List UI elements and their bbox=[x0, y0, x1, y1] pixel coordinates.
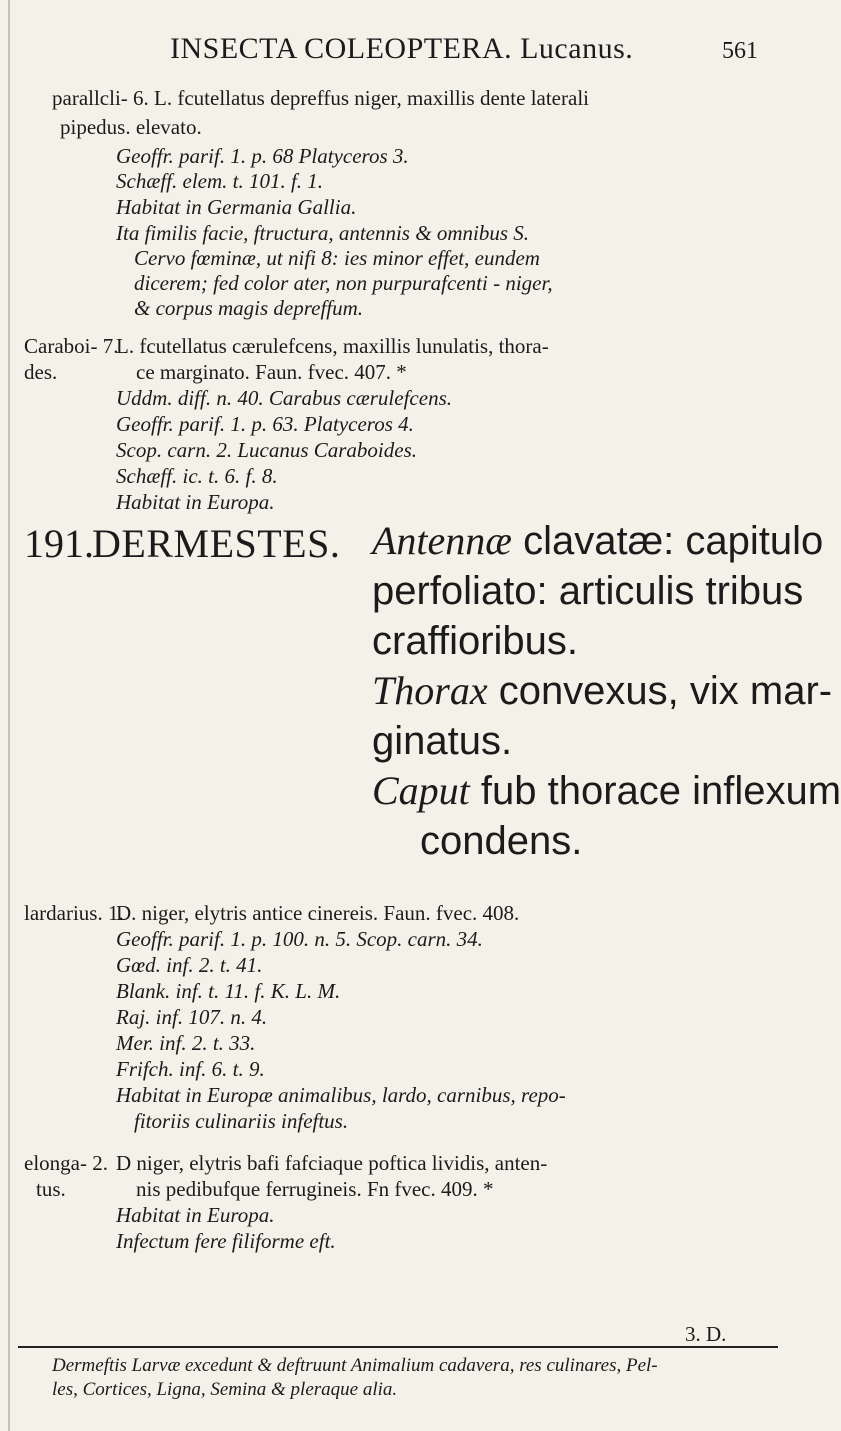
note-line: dicerem; fed color ater, non purpurafcenti - niger, bbox=[134, 271, 553, 295]
species-side-label: elonga- 2. bbox=[24, 1151, 108, 1175]
reference-line: Scop. carn. 2. Lucanus Caraboides. bbox=[116, 438, 417, 462]
footnote-line: les, Cortices, Ligna, Semina & pleraque alia. bbox=[52, 1379, 398, 1400]
reference-line: Schæff. elem. t. 101. f. 1. bbox=[116, 169, 324, 193]
reference-line: Mer. inf. 2. t. 33. bbox=[116, 1031, 256, 1055]
reference-line: Geoffr. parif. 1. p. 100. n. 5. Scop. carn. 34. bbox=[116, 927, 483, 951]
reference-line: Uddm. diff. n. 40. Carabus cærulefcens. bbox=[116, 386, 452, 410]
diagnosis-line: D niger, elytris bafi fafciaque poftica lividis, anten- bbox=[116, 1151, 548, 1175]
note-line: Infectum fere filiforme eft. bbox=[116, 1229, 336, 1253]
diagnosis-line: D. niger, elytris antice cinereis. Faun. fvec. 408. bbox=[116, 901, 520, 925]
habitat-line: Habitat in Europæ animalibus, lardo, carnibus, repo- bbox=[116, 1083, 566, 1107]
footnote-rule bbox=[18, 1346, 778, 1348]
page-number: 561 bbox=[722, 38, 758, 64]
diagnosis-line: nis pedibufque ferrugineis. Fn fvec. 409. * bbox=[136, 1177, 494, 1201]
entry-line: L. fcutellatus cærulefcens, maxillis lunulatis, thora- bbox=[116, 334, 549, 358]
genus-description-line: craffioribus. bbox=[372, 619, 579, 663]
reference-line: Geoffr. parif. 1. p. 68 Platyceros 3. bbox=[116, 144, 409, 168]
species-side-label: lardarius. 1. bbox=[24, 901, 124, 925]
entry-line: parallcli- 6. L. fcutellatus depreffus niger, maxillis dente laterali bbox=[52, 86, 589, 110]
reference-line: Gœd. inf. 2. t. 41. bbox=[116, 953, 263, 977]
reference-line: Blank. inf. t. 11. f. K. L. M. bbox=[116, 979, 341, 1003]
reference-line: Schæff. ic. t. 6. f. 8. bbox=[116, 464, 278, 488]
genus-description-line: Caput fub thorace inflexum bbox=[372, 768, 841, 813]
catchword: 3. D. bbox=[685, 1322, 727, 1346]
habitat-line: Habitat in Germania Gallia. bbox=[116, 195, 357, 219]
entry-line: pipedus. elevato. bbox=[60, 115, 202, 139]
running-header bbox=[170, 32, 770, 72]
genus-description-line: perfoliato: articulis tribus bbox=[372, 569, 804, 613]
genus-description-line: Thorax convexus, vix mar- bbox=[372, 668, 833, 713]
species-side-label: des. bbox=[24, 360, 58, 384]
genus-description-line: ginatus. bbox=[372, 719, 513, 763]
habitat-line: Habitat in Europa. bbox=[116, 1203, 275, 1227]
footnote bbox=[52, 1354, 658, 1402]
note-line: Ita fimilis facie, ftructura, antennis & omnibus S. bbox=[116, 221, 529, 245]
genus-number: 191. bbox=[24, 521, 94, 566]
genus-description-line: Antennæ clavatæ: capitulo bbox=[372, 518, 824, 563]
reference-line: Geoffr. parif. 1. p. 63. Platyceros 4. bbox=[116, 412, 414, 436]
note-line: Cervo fœminæ, ut nifi 8: ies minor effet, eundem bbox=[134, 246, 540, 270]
species-side-label: Caraboi- 7. bbox=[24, 334, 119, 358]
header-title: INSECTA COLEOPTERA. Lucanus. bbox=[170, 32, 634, 65]
footnote-line: Dermeftis Larvæ excedunt & deftruunt Animalium cadavera, res culinares, Pel- bbox=[52, 1355, 658, 1376]
genus-description-line: condens. bbox=[420, 819, 583, 863]
species-side-label: tus. bbox=[36, 1177, 66, 1201]
page-edge bbox=[8, 0, 10, 1431]
entry-line: ce marginato. Faun. fvec. 407. * bbox=[136, 360, 407, 384]
habitat-line: Habitat in Europa. bbox=[116, 490, 275, 514]
note-line: & corpus magis depreffum. bbox=[134, 296, 364, 320]
genus-name: DERMESTES. bbox=[92, 521, 341, 566]
reference-line: Raj. inf. 107. n. 4. bbox=[116, 1005, 268, 1029]
reference-line: Frifch. inf. 6. t. 9. bbox=[116, 1057, 265, 1081]
habitat-line: fitoriis culinariis infeftus. bbox=[134, 1109, 349, 1133]
